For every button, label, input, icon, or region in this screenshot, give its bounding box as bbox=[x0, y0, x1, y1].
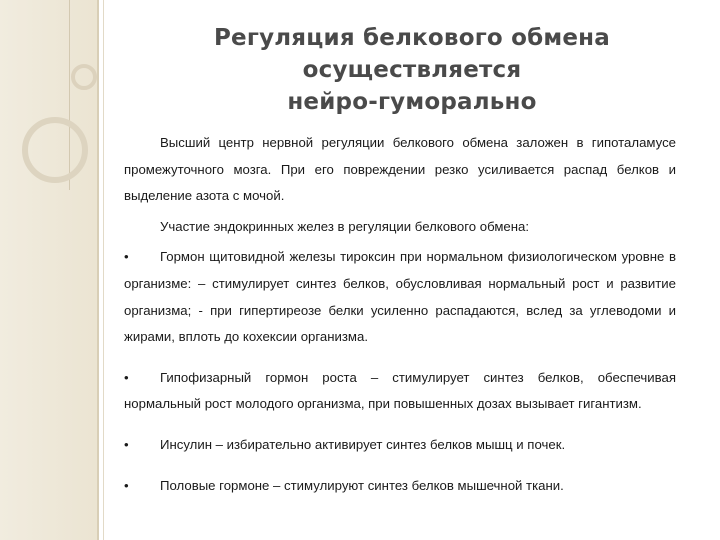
bullet-text: Гипофизарный гормон роста – стимулирует синтез белков, обеспечивая нормальный рост молодого организма, при повышенных дозах вызывает гигантизм. bbox=[124, 369, 676, 412]
decorative-rings bbox=[0, 0, 120, 200]
bullet-item-growth-hormone bbox=[124, 365, 676, 418]
decorative-ring-small bbox=[73, 66, 95, 88]
slide-title-line-2: нейро-гуморально bbox=[287, 89, 537, 115]
paragraph-endocrine-intro: Участие эндокринных желез в регуляции белкового обмена: bbox=[160, 218, 530, 234]
bullet-marker: • bbox=[124, 369, 129, 385]
bullet-marker: • bbox=[124, 477, 129, 493]
bullet-text: Гормон щитовидной железы тироксин при нормальном физиологическом уровне в организме: – стимулирует синтез белков, обусловливая нормальный рост и развитие организма; - при гипертиреозе белки усиленно распадаются, вслед за углеводоми и жирами, вплоть до кохексии организма. bbox=[124, 249, 676, 345]
bullet-text: Половые гормоне – стимулируют синтез белков мышечной ткани. bbox=[160, 477, 564, 493]
slide-title-line-1: Регуляция белкового обмена осуществляется bbox=[214, 25, 610, 83]
paragraph-nervous-regulation: Высший центр нервной регуляции белкового обмена заложен в гипоталамусе промежуточного мозга. При его повреждении резко усиливается распад белков и выделение азота с мочой. bbox=[124, 135, 676, 204]
bullet-item-thyroxine bbox=[124, 244, 676, 350]
slide-body bbox=[124, 130, 676, 499]
bullet-text: Инсулин – избирательно активирует синтез белков мышц и почек. bbox=[160, 436, 566, 452]
slide-title bbox=[104, 22, 720, 118]
bullet-item-insulin bbox=[124, 432, 676, 459]
bullet-marker: • bbox=[124, 436, 129, 452]
bullet-marker: • bbox=[124, 249, 129, 265]
bullet-item-sex-hormones bbox=[124, 473, 676, 500]
decorative-ring-large bbox=[25, 120, 85, 180]
